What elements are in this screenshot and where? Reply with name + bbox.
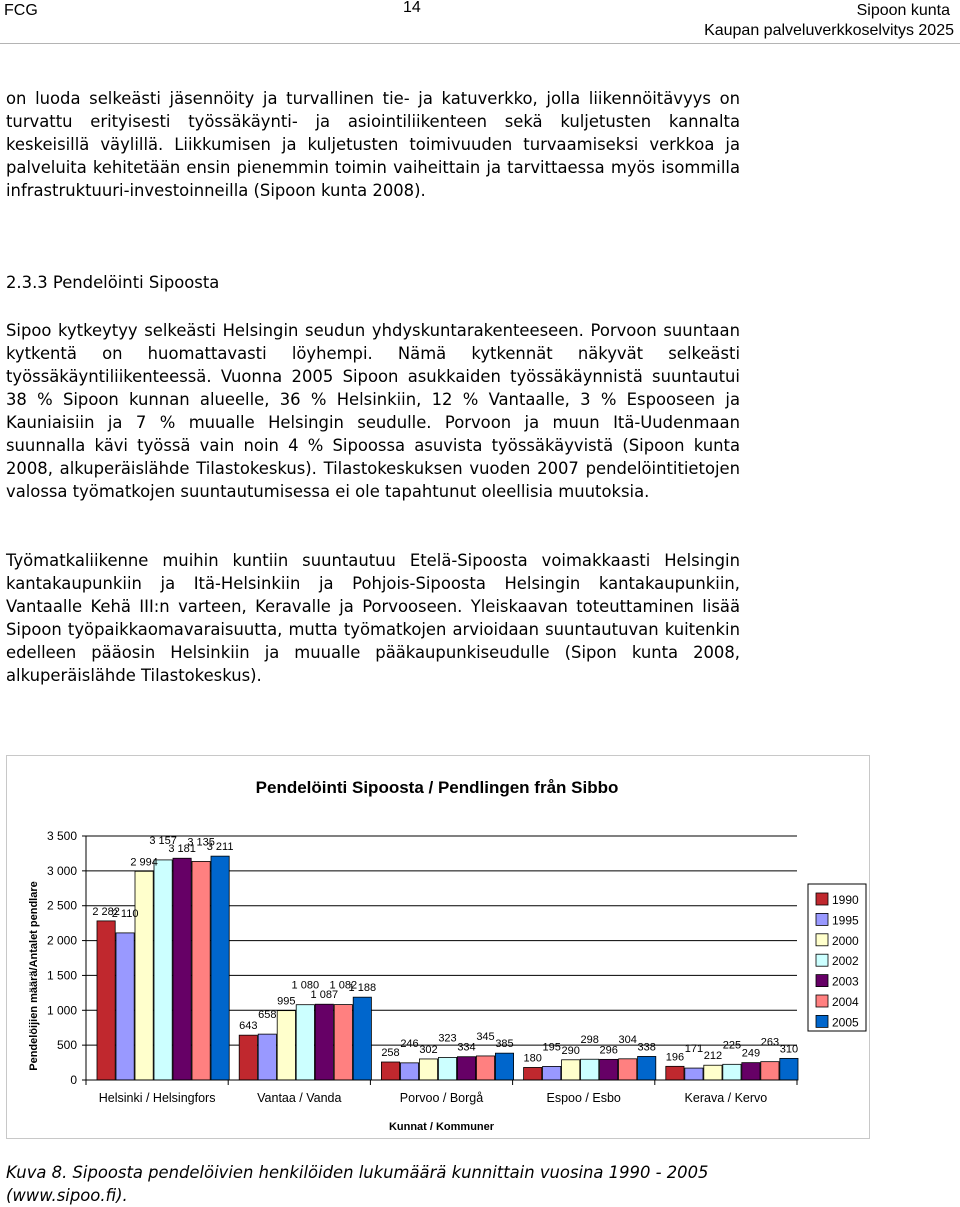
y-tick-label: 0 (70, 1073, 77, 1087)
bar (173, 858, 191, 1080)
bar-value-label: 2 110 (111, 907, 139, 920)
bar-value-label: 1 080 (291, 979, 320, 992)
bar-value-label: 1 087 (310, 989, 339, 1002)
legend-label: 2003 (832, 974, 859, 989)
commuting-bar-chart (7, 756, 869, 1138)
bar-value-label: 258 (381, 1047, 400, 1060)
bar-value-label: 334 (457, 1041, 476, 1054)
bar (685, 1068, 703, 1080)
bar-value-label: 212 (703, 1050, 723, 1063)
legend-swatch (816, 934, 828, 946)
legend-label: 1995 (832, 913, 859, 928)
legend-label: 2004 (832, 995, 859, 1009)
bar (334, 1005, 352, 1080)
x-tick-label: Espoo / Esbo (546, 1091, 621, 1105)
bar (419, 1059, 437, 1080)
bar (761, 1062, 779, 1080)
x-tick-label: Porvoo / Borgå (399, 1091, 484, 1105)
paragraph-intro: on luoda selkeästi jäsennöity ja turvallinen tie- ja katuverkko, jolla liikennöitävyys on turvattu erityisesti työssäkäynti- ja asiointiliikenteen sekä kuljetusten kannalta keskeisillä väylillä. Liikkumisen ja kuljetusten toimivuuden turvaamiseksi verkkoa ja palveluita kehitetään ensin pienemmin toimin vaiheittain ja tarvittaessa myös isommilla infrastruktuuri-investoinneilla (Sipoon kunta 2008). (6, 89, 740, 200)
y-tick-label: 2 000 (46, 933, 77, 948)
bar (116, 933, 134, 1080)
bar (638, 1056, 656, 1080)
y-tick-label: 500 (56, 1038, 77, 1053)
header-organization: Sipoon kunta (856, 2, 950, 19)
y-tick-label: 1 500 (46, 968, 77, 983)
bar-value-label: 310 (779, 1043, 799, 1056)
legend-swatch (816, 995, 828, 1007)
legend-label: 2005 (832, 1015, 859, 1030)
y-tick-label: 2 500 (46, 898, 77, 913)
bar-value-label: 246 (400, 1037, 419, 1050)
chart-title: Pendelöinti Sipoosta / Pendlingen från Sibbo (255, 778, 619, 797)
bar (239, 1035, 257, 1080)
figure-caption: Kuva 8. Sipoosta pendelöivien henkilöiden lukumäärä kunnittain vuosina 1990 - 2005 (www.sipoo.fi). (6, 1163, 709, 1205)
legend-swatch (816, 913, 828, 925)
y-axis-label: Pendelöijien määrä/Antalet pendlare (28, 881, 40, 1071)
bar (97, 921, 115, 1080)
bar-value-label: 249 (741, 1047, 761, 1060)
legend-swatch (816, 893, 828, 905)
bar (476, 1056, 494, 1080)
paragraph-commuting: Sipoo kytkeytyy selkeästi Helsingin seudun yhdyskuntarakenteeseen. Porvoon suuntaan kytkentä on huomattavasti löyhempi. Nämä kytkennät näkyvät selkeästi työssäkäyntiliikenteessä. Vuonna 2005 Sipoon asukkaiden työssäkäynnistä suuntautui 38 % Sipoon kunnan alueelle, 36 % Helsinkiin, 12 % Vantaalle, 3 % Espooseen ja Kauniaisiin ja 7 % muualle Helsingin seudulle. Porvoon ja muun Itä-Uudenmaan suunnalla kävi työssä vain noin 4 % Sipoossa asuvista työssäkäyvistä (Sipoon kunta 2008, alkuperäislähde Tilastokeskus). Tilastokeskuksen vuoden 2007 pendelöintitietojen valossa työmatkojen suuntautumisessa ei ole tapahtunut oleellisia muutoksia. (6, 321, 740, 501)
y-tick-label: 3 000 (46, 863, 77, 878)
bar-value-label: 3 135 (187, 836, 215, 849)
x-tick-label: Kerava / Kervo (684, 1091, 768, 1105)
bar-value-label: 3 157 (149, 834, 177, 847)
bar-value-label: 290 (561, 1044, 580, 1057)
bar-value-label: 385 (495, 1038, 514, 1051)
paragraph-work-trips: Työmatkaliikenne muihin kuntiin suuntautuu Etelä-Sipoosta voimakkaasti Helsingin kantakaupunkiin ja Itä-Helsinkiin ja Pohjois-Sipoosta Helsingin kantakaupunkiin, Vantaalle Kehä III:n varteen, Keravalle ja Porvooseen. Yleiskaavan toteuttaminen lisää Sipoon työpaikkaomavaraisuutta, mutta työmatkojen arvioidaan suuntautuvan kuitenkin edelleen pääosin Helsinkiin ja muualle pääkaupunkiseudulle (Sipon kunta 2008, alkuperäislähde Tilastokeskus). (6, 551, 740, 685)
bar-value-label: 302 (419, 1043, 438, 1056)
bar (581, 1059, 599, 1080)
header-divider (0, 43, 960, 44)
bar (543, 1066, 561, 1080)
bar (258, 1034, 276, 1080)
bar (524, 1067, 542, 1080)
page-number: 14 (403, 0, 421, 16)
bar (277, 1011, 295, 1080)
bar-value-label: 345 (476, 1030, 495, 1043)
bar (296, 1005, 314, 1080)
legend-label: 1990 (832, 893, 859, 907)
bar-value-label: 2 282 (92, 905, 120, 918)
bar (704, 1065, 722, 1080)
legend-swatch (816, 954, 828, 966)
section-heading: 2.3.3 Pendelöinti Sipoosta (6, 273, 220, 292)
x-tick-label: Helsinki / Helsingfors (98, 1091, 216, 1105)
bar-value-label: 1 082 (329, 979, 358, 992)
bar (400, 1063, 418, 1080)
bar (495, 1053, 513, 1080)
y-tick-label: 3 500 (46, 829, 77, 843)
bar (353, 997, 371, 1080)
bar (457, 1057, 475, 1080)
bar-value-label: 658 (258, 1009, 277, 1022)
x-axis-label: Kunnat / Kommuner (388, 1121, 495, 1133)
bar (315, 1004, 333, 1080)
bar-value-label: 171 (684, 1043, 704, 1056)
bar (742, 1063, 760, 1080)
figure-frame (6, 755, 870, 1139)
legend-swatch (816, 975, 828, 987)
bar (135, 871, 153, 1080)
bar-value-label: 1 188 (348, 982, 377, 995)
bar (192, 861, 210, 1080)
bar-value-label: 263 (760, 1036, 780, 1049)
bar-value-label: 296 (599, 1044, 618, 1057)
bar (211, 856, 229, 1080)
bar-value-label: 195 (542, 1041, 561, 1054)
bar-value-label: 196 (665, 1051, 685, 1064)
header-document-title: Kaupan palveluverkkoselvitys 2025 (704, 22, 954, 39)
legend-label: 2002 (832, 954, 859, 969)
x-tick-label: Vantaa / Vanda (257, 1091, 342, 1105)
bar (438, 1057, 456, 1080)
bar-value-label: 323 (438, 1032, 457, 1045)
bar-value-label: 298 (580, 1034, 599, 1047)
bar-value-label: 225 (722, 1039, 742, 1052)
bar (600, 1059, 618, 1080)
legend-swatch (816, 1015, 828, 1027)
bar-value-label: 2 994 (130, 856, 158, 869)
bar (381, 1062, 399, 1080)
bar-value-label: 304 (618, 1033, 637, 1046)
header-left-text: FCG (4, 2, 38, 19)
y-tick-label: 1 000 (46, 1003, 77, 1018)
bar (154, 860, 172, 1080)
bar (619, 1059, 637, 1080)
legend-label: 2000 (832, 933, 859, 948)
bar-value-label: 338 (637, 1041, 656, 1054)
bar (562, 1060, 580, 1080)
bar (666, 1066, 684, 1080)
bar-value-label: 643 (239, 1020, 258, 1033)
bar-value-label: 995 (277, 995, 296, 1008)
bar-value-label: 180 (523, 1052, 542, 1065)
bar-value-label: 3 211 (206, 841, 234, 854)
bar (723, 1064, 741, 1080)
bar (780, 1058, 798, 1080)
bar-value-label: 3 181 (168, 843, 196, 856)
